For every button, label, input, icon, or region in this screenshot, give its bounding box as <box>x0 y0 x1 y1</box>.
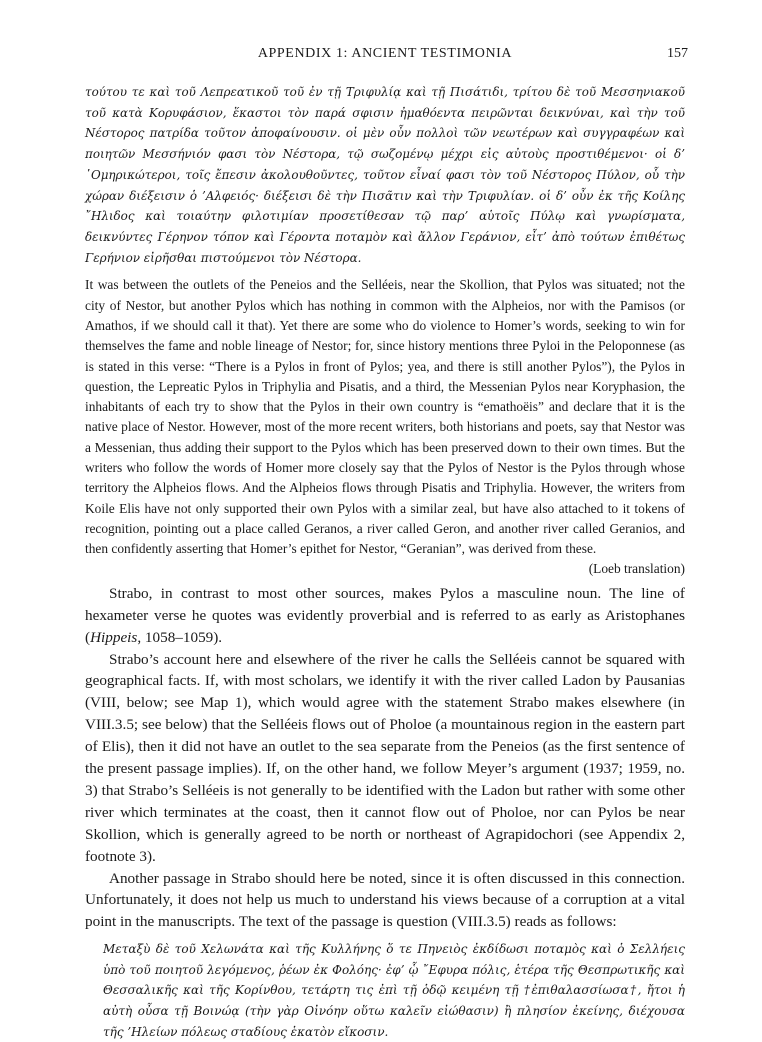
paragraph-text: Strabo, in contrast to most other sources, makes Pylos a masculine noun. The line of hexameter verse he quotes was evidently proverbial and is referred to as early as Aristophanes ( <box>85 584 685 646</box>
body-paragraph-corruption: Another passage in Strabo should here be noted, since it is often discussed in this connection. Unfortunately, it does not help us much to understand his views because of a corruption at a vital point in the manuscripts. The text of the passage is question (VIII.3.5) reads as follows: <box>85 869 685 931</box>
work-citation: Hippeis <box>90 628 138 646</box>
greek-passage-strabo-viii: Μεταξὺ δὲ τοῦ Χελωνάτα καὶ τῆς Κυλλήνης ὅ τε Πηνειὸς ἐκδίδωσι ποταμὸς καὶ ὁ Σελλήεις ὑπὸ τοῦ ποιητοῦ λεγόμενος, ῥέων ἐκ Φολόης· ἐφ’ ᾧ ῎Εφυρα πόλις, ἑτέρα τῆς Θεσπρωτικῆς καὶ Θεσσαλικῆς καὶ τῆς Κορίνθου, τετάρτη τις ἐπὶ τῇ ὁδῷ κειμένη τῇ †ἐπιθαλασσίωσα†, ἤτοι ἡ αὐτὴ οὖσα τῇ Βοινώᾳ (τὴν γὰρ Οἰνόην οὕτω καλεῖν εἰώθασιν) ἢ πλησίον ἐκείνης, διέχουσα τῆς ’Ηλείων πόλεως σταδίους ἑκατὸν εἴκοσιν. <box>103 942 685 1039</box>
running-title: APPENDIX 1: ANCIENT TESTIMONIA <box>257 46 513 61</box>
translation-credit: (Loeb translation) <box>588 561 685 577</box>
translation-text: It was between the outlets of the Peneios and the Selléeis, near the Skollion, that Pylos was situated; not the city of Nestor, but another Pylos which has nothing in common with the Alpheios, nor with the Pamisos (or Amathos, if we should call it that). Yet there are some who do violence to Homer’s words, seeking to win for themselves the fame and noble lineage of Nestor; for, since history mentions three Pyloi in the Peloponnese (as is stated in this verse: “There is a Pylos in front of Pylos; yea, and there is still another Pylos”), the Pylos in question, the Lepreatic Pylos in Triphylia and Pisatis, and a third, the Messenian Pylos near Koryphasion, the inhabitants of each try to show that the Pylos in their own country is “emathoëis” and declare that it is the native place of Nestor. However, most of the more recent writers, both historians and poets, say that Nestor was a Messenian, thus adding their support to the Pylos which has been preserved down to their own times. But the writers who follow the words of Homer more closely say that the Pylos of Nestor is the Pylos through whose territory the Alpheios flows. And the Alpheios flows through Pisatis and Triphylia. However, the writers from Koile Elis have not only supported their own Pylos with a similar zeal, but have also attached to it tokens of recognition, pointing out a place called Geranos, a river called Geron, and another river called Geranios, and then confidently asserting that Homer’s epithet for Nestor, “Geranian”, was derived from these. <box>85 277 685 557</box>
page-number: 157 <box>667 46 688 61</box>
paragraph-text-end: , 1058–1059). <box>137 628 223 646</box>
body-paragraph-pylos-gender <box>85 583 685 649</box>
book-page <box>85 44 688 1042</box>
body-paragraph-selleeis: Strabo’s account here and elsewhere of the river he calls the Selléeis cannot be squared with geographical facts. If, with most scholars, we identify it with the river called Ladon by Pausanias (VIII, below; see Map 1), which would agree with the statement Strabo makes elsewhere (in VIII.3.5; see below) that the Selléeis flows out of Pholoe (a mountainous region in the eastern part of Elis), then it did not have an outlet to the sea separate from the Peneios (as the first sentence of the present passage implies). If, on the other hand, we follow Meyer’s argument (1937; 1959, no. 3) that Strabo’s Selléeis is not generally to be identified with the Ladon but rather with some other river which terminates at the coast, then it cannot flow out of Pholoe, nor can Pylos be near Skollion, which is generally agreed to be north or northeast of Agrapidochori (see Appendix 2, footnote 3). <box>85 650 685 865</box>
running-header <box>85 44 688 68</box>
english-translation <box>85 275 685 579</box>
greek-passage-strabo: τούτου τε καὶ τοῦ Λεπρεατικοῦ τοῦ ἐν τῇ Τριφυλίᾳ καὶ τῇ Πισάτιδι, τρίτου δὲ τοῦ Μεσσηνιακοῦ τοῦ κατὰ Κορυφάσιον, ἕκαστοι τὸν παρά σφισιν ἠμαθόεντα πειρῶνται δεικνύναι, καὶ τὴν τοῦ Νέστορος πατρίδα τοῦτον ἀποφαίνουσιν. οἱ μὲν οὖν πολλοὶ τῶν νεωτέρων καὶ συγγραφέων καὶ ποιητῶν Μεσσήνιόν φασι τὸν Νέστορα, τῷ σωζομένῳ μέχρι εἰς αὐτοὺς προστιθέμενοι· οἱ δ’ ῾Ομηρικώτεροι, τοῖς ἔπεσιν ἀκολουθοῦντες, τοῦτον εἶναί φασι τὸν τοῦ Νέστορος Πύλον, οὗ τὴν χώραν διέξεισιν ὁ ’Αλφειός· διέξεισι δὲ τὴν Πισᾶτιν καὶ τὴν Τριφυλίαν. οἱ δ’ οὖν ἐκ τῆς Κοίλης ῎Ηλιδος καὶ τοιαύτην φιλοτιμίαν προσετίθεσαν τῷ παρ’ αὑτοῖς Πύλῳ καὶ γνωρίσματα, δεικνύντες Γέρηνον τόπον καὶ Γέροντα ποταμὸν καὶ ἄλλον Γεράνιον, εἶτ’ ἀπὸ τούτων ἐπιθέτως Γερήνιον εἰρῆσθαι πιστούμενοι τὸν Νέστορα. <box>85 85 685 265</box>
